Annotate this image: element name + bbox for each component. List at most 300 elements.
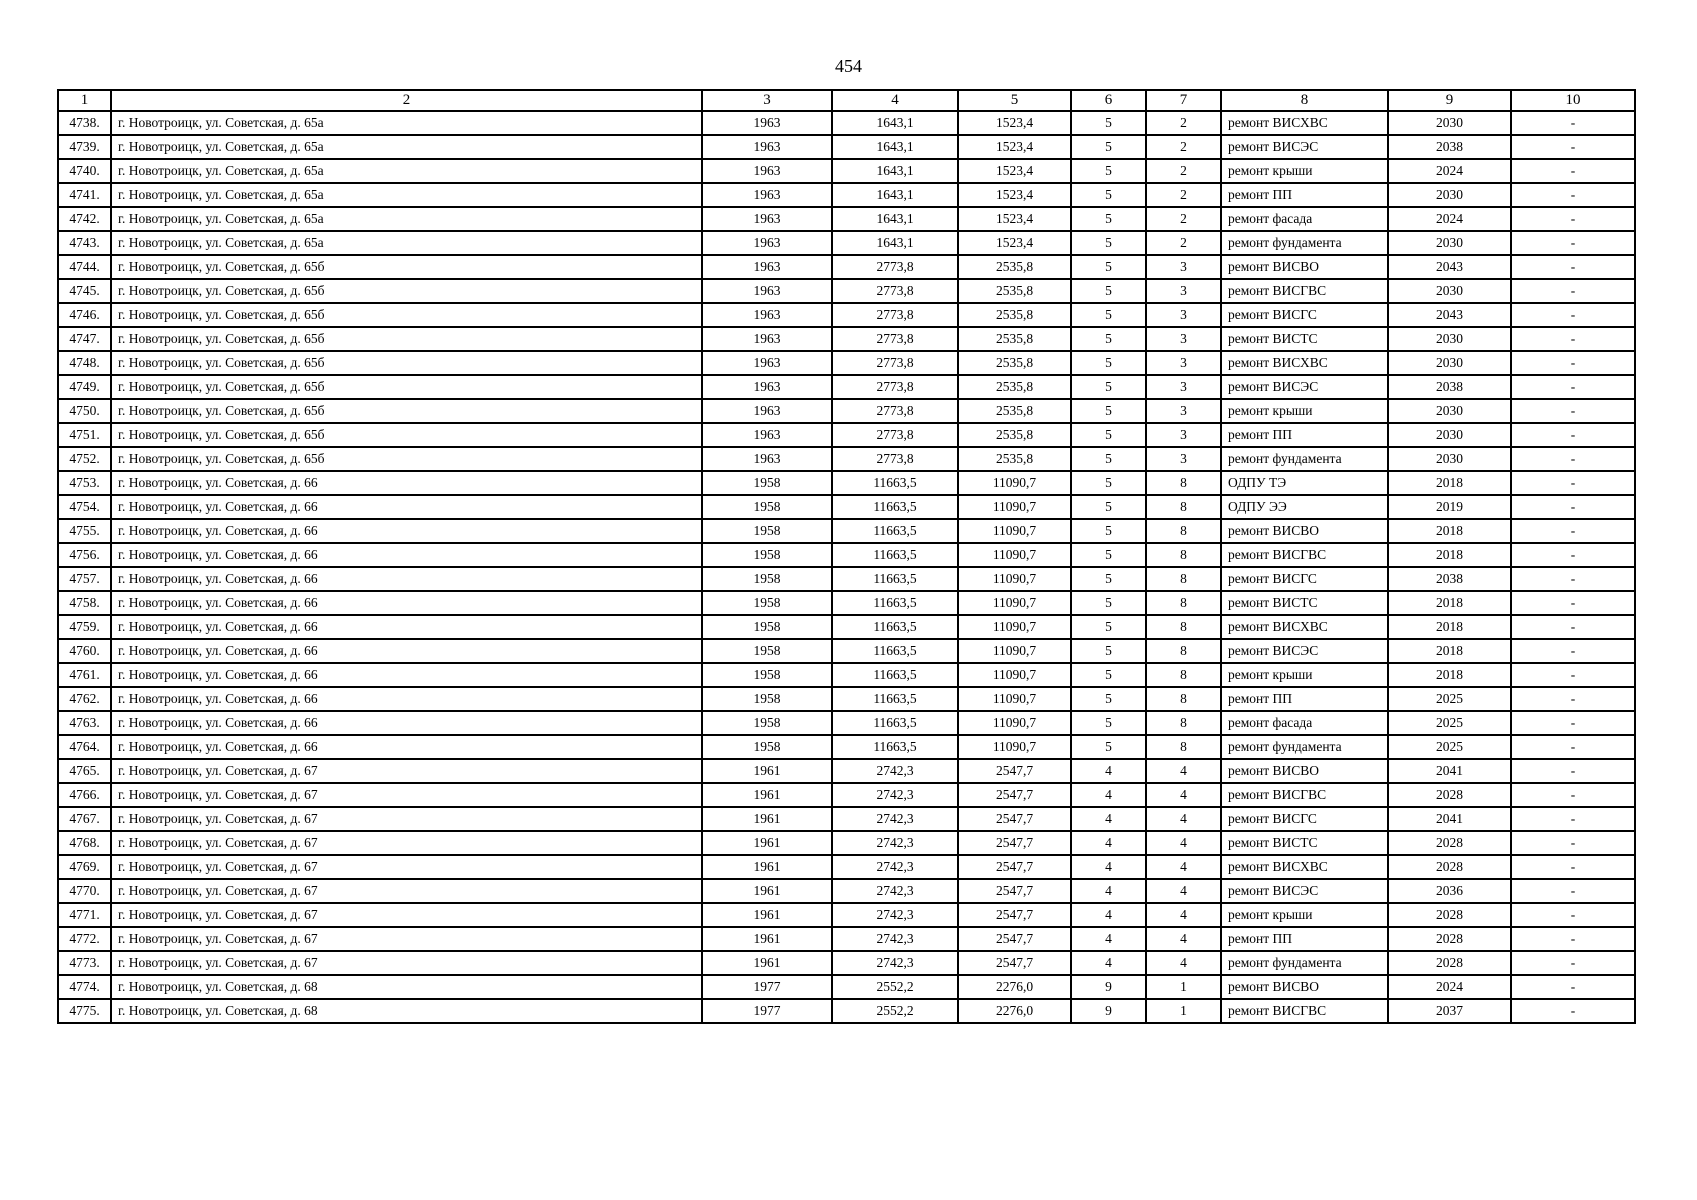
cell-total-area: 2773,8 [832, 447, 958, 471]
cell-row-number: 4757. [58, 567, 111, 591]
cell-floors: 5 [1071, 351, 1146, 375]
cell-floors: 4 [1071, 783, 1146, 807]
cell-entrances: 8 [1146, 615, 1221, 639]
cell-floors: 5 [1071, 399, 1146, 423]
table-row [58, 759, 1635, 783]
cell-total-area: 2773,8 [832, 255, 958, 279]
cell-planned-year: 2038 [1388, 135, 1511, 159]
cell-row-number: 4766. [58, 783, 111, 807]
cell-floors: 4 [1071, 759, 1146, 783]
cell-total-area: 1643,1 [832, 183, 958, 207]
cell-work-type: ремонт ВИСХВС [1221, 351, 1388, 375]
cell-total-area: 11663,5 [832, 711, 958, 735]
cell-address: г. Новотроицк, ул. Советская, д. 67 [111, 927, 702, 951]
cell-entrances: 8 [1146, 471, 1221, 495]
cell-work-type: ремонт ВИСХВС [1221, 855, 1388, 879]
table-row [58, 783, 1635, 807]
cell-living-area: 2535,8 [958, 279, 1071, 303]
cell-floors: 5 [1071, 711, 1146, 735]
cell-address: г. Новотроицк, ул. Советская, д. 66 [111, 687, 702, 711]
cell-living-area: 2276,0 [958, 999, 1071, 1023]
cell-entrances: 8 [1146, 495, 1221, 519]
cell-build-year: 1963 [702, 135, 832, 159]
cell-work-type: ремонт ВИСЭС [1221, 135, 1388, 159]
cell-total-area: 2742,3 [832, 759, 958, 783]
cell-total-area: 2742,3 [832, 855, 958, 879]
cell-row-number: 4740. [58, 159, 111, 183]
cell-work-type: ремонт фундамента [1221, 951, 1388, 975]
cell-address: г. Новотроицк, ул. Советская, д. 66 [111, 735, 702, 759]
table-row [58, 807, 1635, 831]
cell-work-type: ремонт ВИСГС [1221, 567, 1388, 591]
cell-planned-year: 2024 [1388, 975, 1511, 999]
cell-build-year: 1963 [702, 255, 832, 279]
table-body [58, 111, 1635, 1023]
cell-build-year: 1963 [702, 423, 832, 447]
cell-build-year: 1958 [702, 591, 832, 615]
table-row [58, 447, 1635, 471]
column-header-9: 9 [1388, 90, 1511, 111]
cell-row-number: 4758. [58, 591, 111, 615]
cell-planned-year: 2030 [1388, 327, 1511, 351]
table-row [58, 279, 1635, 303]
cell-entrances: 4 [1146, 927, 1221, 951]
table-row [58, 495, 1635, 519]
cell-address: г. Новотроицк, ул. Советская, д. 65б [111, 279, 702, 303]
cell-planned-year: 2018 [1388, 663, 1511, 687]
cell-floors: 5 [1071, 423, 1146, 447]
cell-address: г. Новотроицк, ул. Советская, д. 66 [111, 543, 702, 567]
cell-planned-year: 2028 [1388, 855, 1511, 879]
cell-entrances: 3 [1146, 303, 1221, 327]
cell-row-number: 4761. [58, 663, 111, 687]
cell-address: г. Новотроицк, ул. Советская, д. 66 [111, 519, 702, 543]
cell-floors: 4 [1071, 927, 1146, 951]
cell-row-number: 4756. [58, 543, 111, 567]
cell-living-area: 11090,7 [958, 495, 1071, 519]
cell-note: - [1511, 255, 1635, 279]
table-row [58, 351, 1635, 375]
cell-build-year: 1977 [702, 999, 832, 1023]
cell-work-type: ремонт ВИСВО [1221, 759, 1388, 783]
cell-total-area: 2773,8 [832, 399, 958, 423]
cell-planned-year: 2038 [1388, 567, 1511, 591]
cell-planned-year: 2030 [1388, 399, 1511, 423]
cell-address: г. Новотроицк, ул. Советская, д. 67 [111, 951, 702, 975]
cell-floors: 4 [1071, 903, 1146, 927]
table-row [58, 231, 1635, 255]
cell-address: г. Новотроицк, ул. Советская, д. 65а [111, 135, 702, 159]
cell-floors: 5 [1071, 567, 1146, 591]
cell-build-year: 1958 [702, 567, 832, 591]
cell-floors: 5 [1071, 303, 1146, 327]
cell-planned-year: 2025 [1388, 687, 1511, 711]
cell-work-type: ремонт ВИСГВС [1221, 783, 1388, 807]
column-header-7: 7 [1146, 90, 1221, 111]
cell-row-number: 4765. [58, 759, 111, 783]
cell-note: - [1511, 903, 1635, 927]
cell-living-area: 2547,7 [958, 903, 1071, 927]
table-row [58, 735, 1635, 759]
cell-note: - [1511, 495, 1635, 519]
cell-entrances: 4 [1146, 903, 1221, 927]
table-row [58, 135, 1635, 159]
cell-living-area: 11090,7 [958, 591, 1071, 615]
cell-row-number: 4739. [58, 135, 111, 159]
cell-planned-year: 2030 [1388, 279, 1511, 303]
cell-total-area: 2773,8 [832, 279, 958, 303]
cell-living-area: 11090,7 [958, 567, 1071, 591]
cell-total-area: 1643,1 [832, 135, 958, 159]
cell-total-area: 11663,5 [832, 471, 958, 495]
cell-planned-year: 2028 [1388, 783, 1511, 807]
cell-work-type: ремонт ВИСТС [1221, 591, 1388, 615]
cell-build-year: 1958 [702, 519, 832, 543]
cell-planned-year: 2030 [1388, 111, 1511, 135]
cell-living-area: 11090,7 [958, 711, 1071, 735]
cell-floors: 5 [1071, 111, 1146, 135]
cell-build-year: 1963 [702, 159, 832, 183]
cell-row-number: 4762. [58, 687, 111, 711]
cell-total-area: 11663,5 [832, 519, 958, 543]
cell-address: г. Новотроицк, ул. Советская, д. 68 [111, 999, 702, 1023]
cell-living-area: 2547,7 [958, 855, 1071, 879]
cell-row-number: 4771. [58, 903, 111, 927]
cell-work-type: ремонт крыши [1221, 399, 1388, 423]
cell-total-area: 2742,3 [832, 783, 958, 807]
cell-work-type: ремонт фундамента [1221, 735, 1388, 759]
cell-planned-year: 2028 [1388, 951, 1511, 975]
cell-build-year: 1961 [702, 855, 832, 879]
cell-note: - [1511, 447, 1635, 471]
cell-build-year: 1958 [702, 615, 832, 639]
cell-floors: 5 [1071, 135, 1146, 159]
table-row [58, 903, 1635, 927]
cell-planned-year: 2030 [1388, 423, 1511, 447]
cell-floors: 4 [1071, 831, 1146, 855]
cell-address: г. Новотроицк, ул. Советская, д. 67 [111, 807, 702, 831]
cell-build-year: 1963 [702, 303, 832, 327]
cell-work-type: ремонт фундамента [1221, 447, 1388, 471]
cell-work-type: ремонт ПП [1221, 927, 1388, 951]
cell-entrances: 4 [1146, 831, 1221, 855]
cell-living-area: 2535,8 [958, 375, 1071, 399]
cell-entrances: 8 [1146, 543, 1221, 567]
cell-note: - [1511, 207, 1635, 231]
cell-living-area: 2535,8 [958, 351, 1071, 375]
cell-entrances: 8 [1146, 735, 1221, 759]
cell-address: г. Новотроицк, ул. Советская, д. 65а [111, 183, 702, 207]
cell-entrances: 8 [1146, 567, 1221, 591]
cell-build-year: 1961 [702, 831, 832, 855]
cell-work-type: ремонт ВИСГВС [1221, 279, 1388, 303]
cell-address: г. Новотроицк, ул. Советская, д. 67 [111, 903, 702, 927]
cell-floors: 5 [1071, 495, 1146, 519]
cell-note: - [1511, 831, 1635, 855]
cell-note: - [1511, 879, 1635, 903]
cell-floors: 5 [1071, 519, 1146, 543]
cell-work-type: ремонт ВИСХВС [1221, 111, 1388, 135]
cell-entrances: 3 [1146, 447, 1221, 471]
cell-note: - [1511, 327, 1635, 351]
cell-build-year: 1958 [702, 663, 832, 687]
cell-entrances: 1 [1146, 999, 1221, 1023]
cell-row-number: 4741. [58, 183, 111, 207]
table-row [58, 639, 1635, 663]
table-row [58, 327, 1635, 351]
cell-floors: 5 [1071, 639, 1146, 663]
cell-build-year: 1977 [702, 975, 832, 999]
cell-floors: 5 [1071, 231, 1146, 255]
cell-build-year: 1958 [702, 639, 832, 663]
cell-total-area: 2773,8 [832, 375, 958, 399]
cell-build-year: 1963 [702, 375, 832, 399]
cell-address: г. Новотроицк, ул. Советская, д. 65б [111, 351, 702, 375]
table-row [58, 399, 1635, 423]
cell-note: - [1511, 543, 1635, 567]
cell-work-type: ОДПУ ТЭ [1221, 471, 1388, 495]
cell-build-year: 1963 [702, 447, 832, 471]
cell-total-area: 2773,8 [832, 351, 958, 375]
cell-work-type: ремонт ПП [1221, 423, 1388, 447]
cell-floors: 5 [1071, 471, 1146, 495]
cell-address: г. Новотроицк, ул. Советская, д. 66 [111, 663, 702, 687]
cell-note: - [1511, 375, 1635, 399]
cell-entrances: 2 [1146, 135, 1221, 159]
cell-total-area: 2742,3 [832, 951, 958, 975]
cell-note: - [1511, 303, 1635, 327]
cell-planned-year: 2036 [1388, 879, 1511, 903]
cell-living-area: 11090,7 [958, 519, 1071, 543]
table-row [58, 615, 1635, 639]
cell-planned-year: 2018 [1388, 471, 1511, 495]
cell-row-number: 4753. [58, 471, 111, 495]
cell-floors: 4 [1071, 879, 1146, 903]
cell-work-type: ремонт ВИСХВС [1221, 615, 1388, 639]
cell-work-type: ремонт фасада [1221, 207, 1388, 231]
cell-note: - [1511, 999, 1635, 1023]
cell-floors: 5 [1071, 375, 1146, 399]
cell-address: г. Новотроицк, ул. Советская, д. 66 [111, 471, 702, 495]
cell-note: - [1511, 279, 1635, 303]
cell-work-type: ремонт ВИСГВС [1221, 543, 1388, 567]
table-row [58, 255, 1635, 279]
cell-row-number: 4738. [58, 111, 111, 135]
cell-note: - [1511, 135, 1635, 159]
cell-entrances: 3 [1146, 327, 1221, 351]
cell-total-area: 2742,3 [832, 903, 958, 927]
cell-total-area: 2773,8 [832, 327, 958, 351]
cell-row-number: 4772. [58, 927, 111, 951]
cell-floors: 5 [1071, 687, 1146, 711]
cell-address: г. Новотроицк, ул. Советская, д. 66 [111, 567, 702, 591]
cell-living-area: 2276,0 [958, 975, 1071, 999]
cell-floors: 4 [1071, 807, 1146, 831]
cell-total-area: 11663,5 [832, 663, 958, 687]
table-row [58, 687, 1635, 711]
cell-address: г. Новотроицк, ул. Советская, д. 67 [111, 783, 702, 807]
cell-entrances: 8 [1146, 591, 1221, 615]
cell-total-area: 2742,3 [832, 831, 958, 855]
cell-planned-year: 2018 [1388, 639, 1511, 663]
cell-build-year: 1963 [702, 183, 832, 207]
cell-note: - [1511, 855, 1635, 879]
cell-work-type: ремонт ВИСГС [1221, 303, 1388, 327]
table-row [58, 471, 1635, 495]
cell-entrances: 8 [1146, 687, 1221, 711]
cell-floors: 5 [1071, 447, 1146, 471]
cell-address: г. Новотроицк, ул. Советская, д. 67 [111, 879, 702, 903]
cell-living-area: 11090,7 [958, 687, 1071, 711]
cell-living-area: 11090,7 [958, 663, 1071, 687]
cell-row-number: 4751. [58, 423, 111, 447]
cell-work-type: ремонт ВИСЭС [1221, 375, 1388, 399]
cell-address: г. Новотроицк, ул. Советская, д. 65а [111, 207, 702, 231]
table-row [58, 927, 1635, 951]
cell-floors: 9 [1071, 999, 1146, 1023]
cell-row-number: 4767. [58, 807, 111, 831]
cell-row-number: 4754. [58, 495, 111, 519]
cell-note: - [1511, 567, 1635, 591]
cell-living-area: 2535,8 [958, 303, 1071, 327]
column-header-6: 6 [1071, 90, 1146, 111]
cell-work-type: ремонт ВИСВО [1221, 519, 1388, 543]
cell-total-area: 2552,2 [832, 999, 958, 1023]
cell-entrances: 3 [1146, 351, 1221, 375]
cell-work-type: ремонт ПП [1221, 687, 1388, 711]
cell-planned-year: 2030 [1388, 231, 1511, 255]
cell-total-area: 11663,5 [832, 615, 958, 639]
table-row [58, 567, 1635, 591]
cell-entrances: 3 [1146, 399, 1221, 423]
registry-table [57, 89, 1636, 1024]
column-header-2: 2 [111, 90, 702, 111]
cell-planned-year: 2030 [1388, 351, 1511, 375]
cell-address: г. Новотроицк, ул. Советская, д. 65б [111, 375, 702, 399]
cell-work-type: ремонт ВИСГВС [1221, 999, 1388, 1023]
cell-build-year: 1961 [702, 927, 832, 951]
cell-build-year: 1963 [702, 351, 832, 375]
cell-entrances: 2 [1146, 207, 1221, 231]
cell-planned-year: 2037 [1388, 999, 1511, 1023]
table-row [58, 975, 1635, 999]
cell-address: г. Новотроицк, ул. Советская, д. 68 [111, 975, 702, 999]
cell-total-area: 2773,8 [832, 423, 958, 447]
cell-note: - [1511, 711, 1635, 735]
cell-address: г. Новотроицк, ул. Советская, д. 65б [111, 327, 702, 351]
cell-address: г. Новотроицк, ул. Советская, д. 65а [111, 159, 702, 183]
cell-row-number: 4775. [58, 999, 111, 1023]
cell-floors: 5 [1071, 615, 1146, 639]
cell-entrances: 8 [1146, 711, 1221, 735]
cell-total-area: 11663,5 [832, 735, 958, 759]
cell-work-type: ремонт ВИСЭС [1221, 639, 1388, 663]
cell-note: - [1511, 183, 1635, 207]
cell-planned-year: 2019 [1388, 495, 1511, 519]
cell-planned-year: 2030 [1388, 447, 1511, 471]
table-header [58, 90, 1635, 111]
cell-row-number: 4744. [58, 255, 111, 279]
cell-address: г. Новотроицк, ул. Советская, д. 67 [111, 855, 702, 879]
cell-living-area: 11090,7 [958, 735, 1071, 759]
cell-living-area: 11090,7 [958, 543, 1071, 567]
cell-work-type: ремонт ВИСВО [1221, 255, 1388, 279]
cell-note: - [1511, 615, 1635, 639]
cell-total-area: 2742,3 [832, 879, 958, 903]
cell-total-area: 1643,1 [832, 207, 958, 231]
cell-living-area: 11090,7 [958, 639, 1071, 663]
cell-entrances: 3 [1146, 375, 1221, 399]
cell-planned-year: 2024 [1388, 207, 1511, 231]
column-header-4: 4 [832, 90, 958, 111]
cell-entrances: 2 [1146, 231, 1221, 255]
cell-living-area: 2535,8 [958, 399, 1071, 423]
table-row [58, 591, 1635, 615]
cell-build-year: 1958 [702, 495, 832, 519]
cell-work-type: ремонт фасада [1221, 711, 1388, 735]
cell-note: - [1511, 591, 1635, 615]
cell-build-year: 1958 [702, 735, 832, 759]
column-header-8: 8 [1221, 90, 1388, 111]
cell-build-year: 1963 [702, 207, 832, 231]
cell-total-area: 2742,3 [832, 807, 958, 831]
cell-work-type: ремонт ВИСТС [1221, 327, 1388, 351]
page-number: 454 [835, 56, 862, 76]
cell-total-area: 1643,1 [832, 159, 958, 183]
table-row [58, 519, 1635, 543]
cell-entrances: 4 [1146, 879, 1221, 903]
cell-floors: 5 [1071, 159, 1146, 183]
cell-work-type: ремонт ВИСГС [1221, 807, 1388, 831]
cell-work-type: ремонт ПП [1221, 183, 1388, 207]
cell-row-number: 4760. [58, 639, 111, 663]
cell-planned-year: 2030 [1388, 183, 1511, 207]
cell-planned-year: 2043 [1388, 303, 1511, 327]
cell-planned-year: 2018 [1388, 543, 1511, 567]
cell-work-type: ремонт ВИСЭС [1221, 879, 1388, 903]
cell-note: - [1511, 471, 1635, 495]
cell-entrances: 2 [1146, 159, 1221, 183]
cell-row-number: 4746. [58, 303, 111, 327]
cell-build-year: 1963 [702, 399, 832, 423]
cell-address: г. Новотроицк, ул. Советская, д. 66 [111, 711, 702, 735]
cell-build-year: 1961 [702, 903, 832, 927]
cell-floors: 5 [1071, 327, 1146, 351]
cell-note: - [1511, 927, 1635, 951]
cell-note: - [1511, 351, 1635, 375]
cell-address: г. Новотроицк, ул. Советская, д. 65а [111, 231, 702, 255]
cell-living-area: 2547,7 [958, 759, 1071, 783]
cell-entrances: 4 [1146, 759, 1221, 783]
table-row [58, 663, 1635, 687]
cell-entrances: 3 [1146, 279, 1221, 303]
table-row [58, 303, 1635, 327]
cell-planned-year: 2043 [1388, 255, 1511, 279]
cell-planned-year: 2018 [1388, 615, 1511, 639]
cell-note: - [1511, 111, 1635, 135]
table-row [58, 879, 1635, 903]
cell-floors: 5 [1071, 735, 1146, 759]
cell-build-year: 1963 [702, 111, 832, 135]
cell-planned-year: 2018 [1388, 519, 1511, 543]
cell-floors: 5 [1071, 207, 1146, 231]
cell-entrances: 4 [1146, 855, 1221, 879]
cell-build-year: 1961 [702, 807, 832, 831]
cell-planned-year: 2028 [1388, 927, 1511, 951]
cell-note: - [1511, 807, 1635, 831]
cell-build-year: 1961 [702, 783, 832, 807]
cell-total-area: 2552,2 [832, 975, 958, 999]
